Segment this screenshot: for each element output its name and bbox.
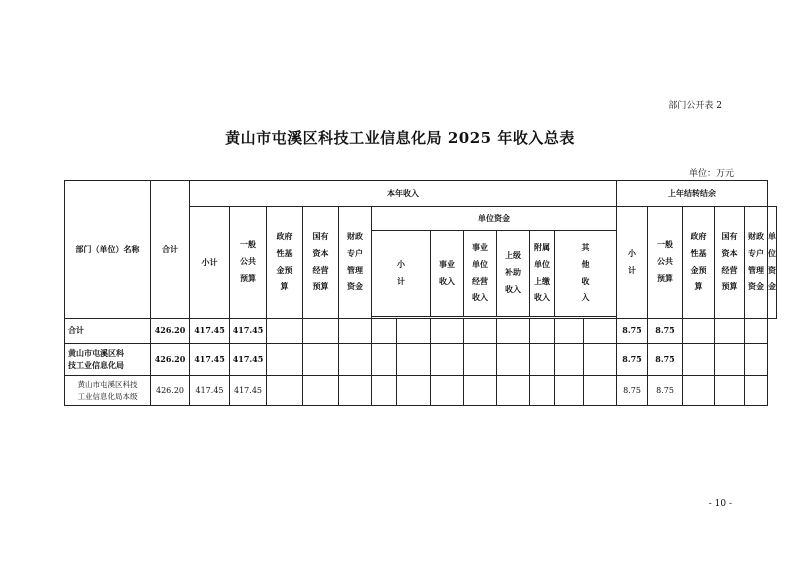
row-cur-general: 417.45 (230, 344, 267, 376)
row-cur-subtotal: 417.45 (190, 344, 230, 376)
header-current-year-income: 本年收入 (190, 181, 617, 207)
header-prev-gov-fund: 政府 性基 金预 算 (683, 207, 715, 319)
header-total: 合计 (151, 181, 190, 319)
header-cur-general-budget: 一般 公共 预算 (230, 207, 267, 319)
header-prev-soe-budget: 国有 资本 经营 预算 (715, 207, 745, 319)
row-total: 426.20 (151, 319, 190, 344)
page-number: - 10 - (708, 499, 732, 509)
header-cur-subtotal: 小计 (190, 207, 230, 319)
income-summary-table (64, 180, 777, 406)
row-cur-general: 417.45 (230, 319, 267, 344)
row-prev-subtotal: 8.75 (617, 376, 648, 406)
header-unit-funds: 单位资金 (372, 207, 617, 231)
row-prev-general: 8.75 (648, 319, 683, 344)
row-prev-general: 8.75 (648, 344, 683, 376)
unit-label: 单位：万元 (688, 169, 734, 179)
form-number-label: 部门公开表 2 (668, 101, 722, 111)
header-prev-special-fund: 财政 专户 管理 资金 (745, 207, 768, 319)
table-row (65, 319, 777, 344)
table-row (65, 344, 777, 376)
header-cur-special-fund: 财政 专户 管理 资金 (339, 207, 372, 319)
row-prev-general: 8.75 (648, 376, 683, 406)
row-name: 合计 (65, 319, 151, 344)
row-total: 426.20 (151, 344, 190, 376)
header-dept-name: 部门（单位）名称 (65, 181, 151, 319)
header-cur-soe-budget: 国有 资本 经营 预算 (303, 207, 339, 319)
header-prev-unit-funds: 单 位 资 金 (768, 207, 777, 319)
row-cur-subtotal: 417.45 (190, 376, 230, 406)
row-cur-subtotal: 417.45 (190, 319, 230, 344)
header-uf-affiliated-income: 附属 单位 上缴 收入 (530, 231, 555, 317)
header-uf-other-income: 其 他 收 入 (555, 231, 617, 317)
header-cur-gov-fund: 政府 性基 金预 算 (267, 207, 303, 319)
row-cur-general: 417.45 (230, 376, 267, 406)
header-prev-year-carryover: 上年结转结余 (617, 181, 768, 207)
header-uf-business-income: 事业 收入 (431, 231, 464, 317)
row-name: 黄山市屯溪区科 技工业信息化局 (65, 344, 151, 376)
header-prev-general-budget: 一般 公共 预算 (648, 207, 683, 319)
header-uf-subtotal: 小 计 (372, 231, 431, 317)
header-prev-subtotal: 小 计 (617, 207, 648, 319)
table-row (65, 376, 777, 406)
header-uf-operating-income: 事业 单位 经营 收入 (464, 231, 497, 317)
header-uf-superior-subsidy: 上级 补助 收入 (497, 231, 530, 317)
row-prev-subtotal: 8.75 (617, 319, 648, 344)
row-prev-subtotal: 8.75 (617, 344, 648, 376)
page-title: 黄山市屯溪区科技工业信息化局 2025 年收入总表 (225, 129, 575, 147)
row-name: 黄山市屯溪区科技 工业信息化局本级 (65, 376, 151, 406)
row-total: 426.20 (151, 376, 190, 406)
